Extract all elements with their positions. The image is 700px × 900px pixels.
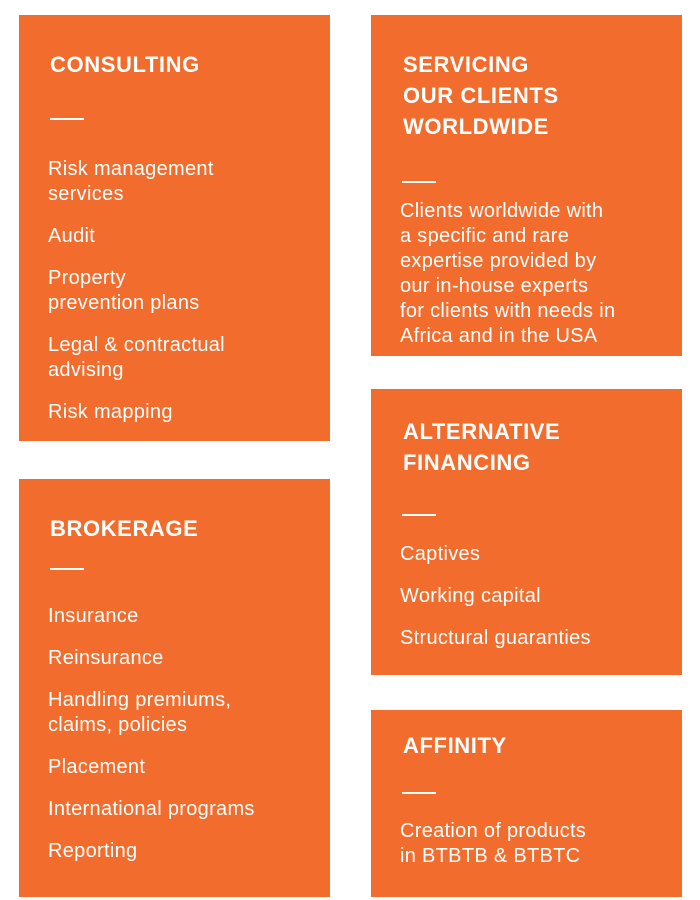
brokerage-title: BROKERAGE (50, 516, 199, 541)
brokerage-item-handling: Handling premiums, claims, policies (48, 689, 232, 736)
affinity-divider (402, 792, 436, 794)
servicing-card (371, 15, 682, 356)
alternative-item-captives: Captives (400, 543, 481, 565)
alternative-item-structural-guaranties: Structural guaranties (400, 627, 591, 649)
consulting-list (48, 157, 225, 442)
servicing-title: SERVICING OUR CLIENTS WORLDWIDE (403, 52, 559, 139)
alternative-financing-list (400, 542, 591, 668)
consulting-card (19, 15, 330, 441)
consulting-title: CONSULTING (50, 52, 200, 77)
brokerage-item-reinsurance: Reinsurance (48, 647, 164, 669)
affinity-description: Creation of products in BTBTB & BTBTC (400, 820, 587, 867)
servicing-divider (402, 181, 436, 183)
alternative-item-working-capital: Working capital (400, 585, 541, 607)
consulting-item-risk-mapping: Risk mapping (48, 401, 173, 423)
consulting-item-audit: Audit (48, 225, 96, 247)
brokerage-card (19, 479, 330, 897)
consulting-divider (50, 118, 84, 120)
brokerage-item-international: International programs (48, 798, 255, 820)
alternative-financing-divider (402, 514, 436, 516)
brokerage-item-placement: Placement (48, 756, 146, 778)
brokerage-item-insurance: Insurance (48, 605, 139, 627)
alternative-financing-card (371, 389, 682, 675)
consulting-item-legal-advising: Legal & contractual advising (48, 334, 225, 381)
brokerage-divider (50, 568, 84, 570)
consulting-item-risk-management: Risk management services (48, 158, 214, 205)
brokerage-list (48, 604, 255, 881)
brokerage-item-reporting: Reporting (48, 840, 138, 862)
affinity-title: AFFINITY (403, 733, 507, 758)
affinity-card (371, 710, 682, 897)
consulting-item-property-prevention: Property prevention plans (48, 267, 200, 314)
servicing-description: Clients worldwide with a specific and rare expertise provided by our in-house experts for clients with needs in Africa and in the USA (400, 200, 616, 347)
alternative-financing-title: ALTERNATIVE FINANCING (403, 419, 561, 475)
